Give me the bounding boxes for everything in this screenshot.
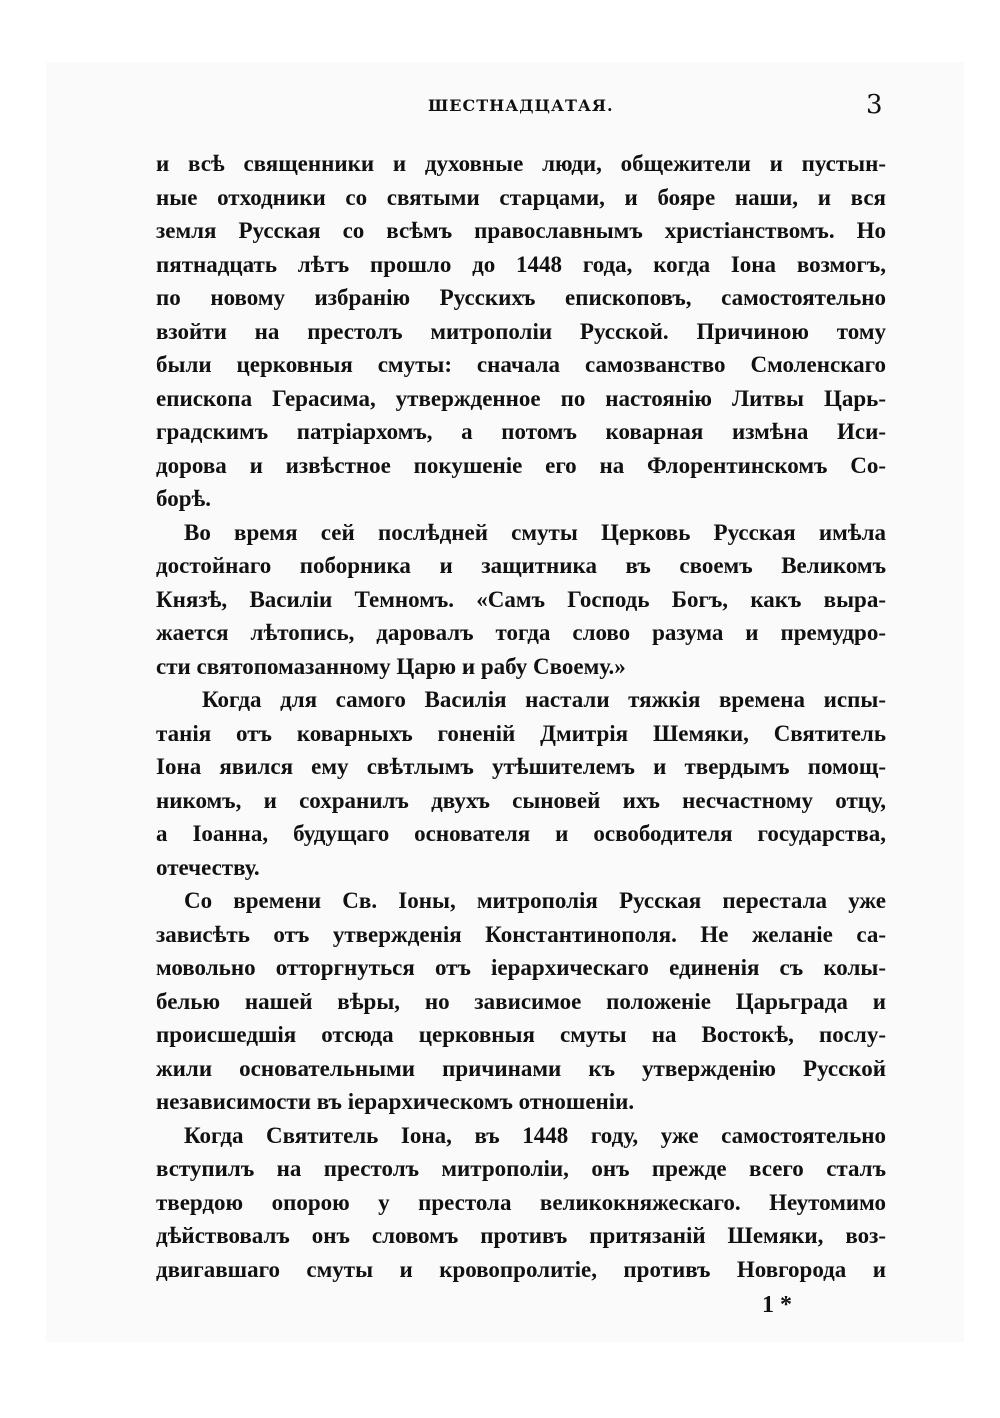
text-line: достойнаго поборника и защитника въ своемъ Великомъ xyxy=(156,553,886,578)
body-text xyxy=(156,147,886,1286)
text-line: Когда для самого Василія настали тяжкія времена испы- xyxy=(202,687,886,712)
text-line: твердою опорою у престола великокняжескаго. Неутомимо xyxy=(156,1189,886,1215)
text-line: сти святопомазанному Царю и рабу Своему.» xyxy=(156,653,626,679)
text-line: Во время сей послѣдней смуты Церковь Русская имѣла xyxy=(184,519,886,545)
text-line: борѣ. xyxy=(156,486,212,511)
text-line: Князѣ, Василіи Темномъ. «Самъ Господь Богъ, какъ выра- xyxy=(156,586,886,612)
text-line: независимости въ іерархическомъ отношеніи. xyxy=(156,1089,635,1114)
text-line: градскимъ патріархомъ, а потомъ коварная измѣна Иси- xyxy=(156,419,886,444)
text-line: были церковныя смуты: сначала самозванство Смоленскаго xyxy=(156,352,886,377)
text-line: происшедшія отсюда церковныя смуты на Востокѣ, послу- xyxy=(156,1022,886,1047)
text-line: ные отходники со святыми старцами, и бояре наши, и вся xyxy=(156,184,886,210)
text-line: дѣйствовалъ онъ словомъ противъ притязаній Шемяки, воз- xyxy=(156,1223,886,1248)
text-line: епископа Герасима, утвержденное по настоянію Литвы Царь- xyxy=(156,385,886,411)
text-line: Со времени Св. Іоны, митрополія Русская перестала уже xyxy=(184,888,886,913)
text-line: белью нашей вѣры, но зависимое положеніе Царьграда и xyxy=(156,988,886,1014)
text-line: жается лѣтопись, даровалъ тогда слово разума и премудро- xyxy=(156,620,886,645)
text-line: мовольно отторгнуться отъ іерархическаго единенія съ колы- xyxy=(156,955,886,980)
text-line: двигавшаго смуты и кровопролитіе, противъ Новгорода и xyxy=(156,1256,886,1282)
text-line: дорова и извѣстное покушеніе его на Флорентинскомъ Со- xyxy=(156,452,886,478)
text-line: танія отъ коварныхъ гоненій Дмитрія Шемяки, Святитель xyxy=(156,720,886,746)
text-line: пятнадцать лѣтъ прошло до 1448 года, когда Іона возмогъ, xyxy=(156,251,886,277)
text-line: Когда Святитель Іона, въ 1448 году, уже самостоятельно xyxy=(184,1122,886,1148)
text-line: земля Русская со всѣмъ православнымъ христіанствомъ. Но xyxy=(156,218,886,243)
text-line: по новому избранію Русскихъ епископовъ, самостоятельно xyxy=(156,285,886,310)
page-number: 3 xyxy=(866,90,883,120)
signature-mark: 1 * xyxy=(762,1292,792,1318)
text-line: отечеству. xyxy=(156,854,260,880)
text-line: зависѣть отъ утвержденія Константинополя. Не желаніе са- xyxy=(156,921,886,947)
text-line: а Іоанна, будущаго основателя и освободителя государства, xyxy=(156,821,886,846)
text-line: жили основательными причинами къ утвержденію Русской xyxy=(156,1055,886,1081)
text-line: вступилъ на престолъ митрополіи, онъ прежде всего сталъ xyxy=(156,1156,886,1181)
text-line: взойти на престолъ митрополіи Русской. Причиною тому xyxy=(156,318,886,344)
running-title: ШЕСТНАДЦАТАЯ. xyxy=(428,96,614,115)
text-line: никомъ, и сохранилъ двухъ сыновей ихъ несчастному отцу, xyxy=(156,787,886,813)
text-line: Іона явился ему свѣтлымъ утѣшителемъ и твердымъ помощ- xyxy=(156,754,886,779)
text-line: и всѣ священники и духовные люди, общежители и пустын- xyxy=(156,151,886,176)
